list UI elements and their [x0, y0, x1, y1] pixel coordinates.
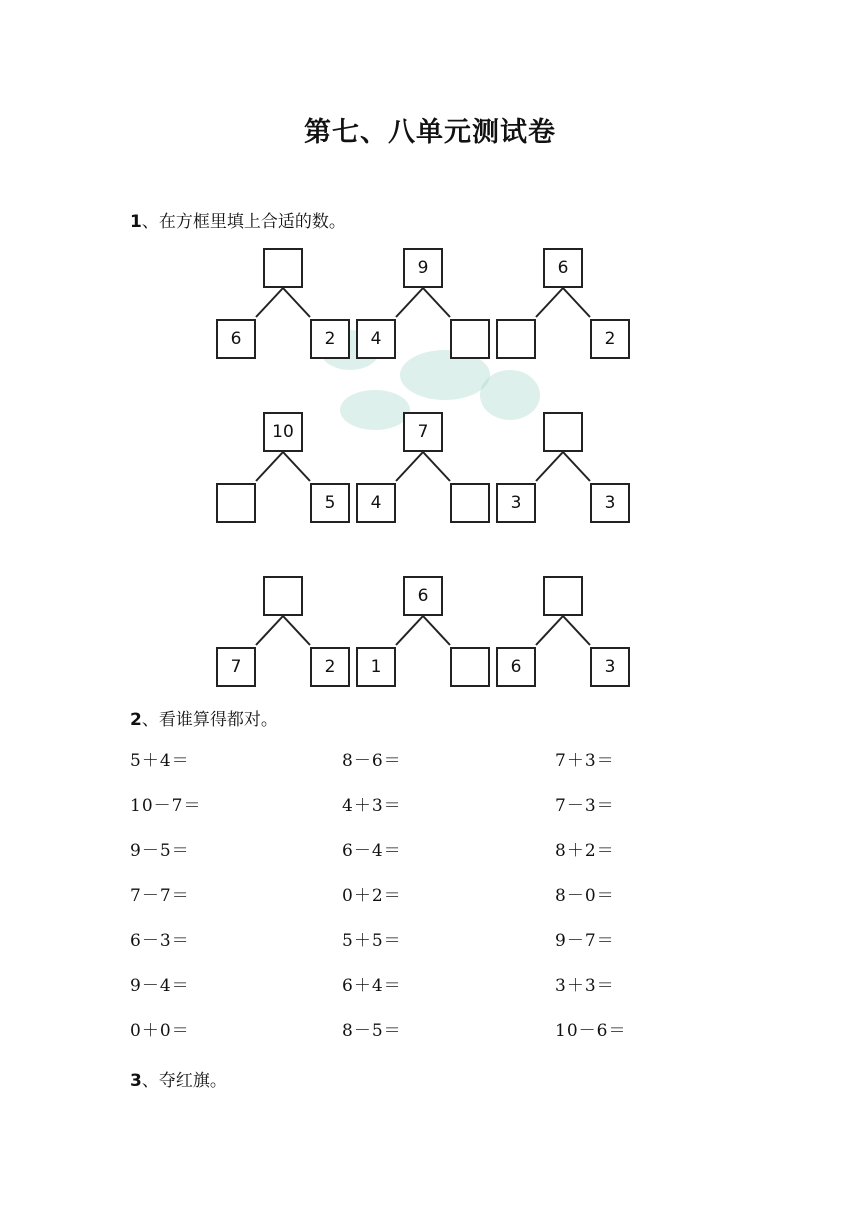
section-3-number: 3 [130, 1071, 142, 1091]
bond-left-line [536, 616, 563, 645]
section-1-number: 1 [130, 212, 142, 232]
bond-left-line [536, 288, 563, 317]
arithmetic-problem: 7－7＝ [130, 886, 190, 906]
bond-top-box[interactable]: 6 [543, 248, 583, 288]
bond-right-line [423, 288, 450, 317]
arithmetic-problem: 10－7＝ [130, 796, 202, 816]
arithmetic-problem: 8－5＝ [342, 1021, 402, 1041]
arithmetic-problem: 0＋2＝ [342, 886, 402, 906]
arithmetic-problem: 7－3＝ [555, 796, 615, 816]
section-2-heading [130, 705, 278, 730]
bond-right-line [283, 616, 310, 645]
bond-left-box[interactable]: 6 [216, 319, 256, 359]
arithmetic-problem: 4＋3＝ [342, 796, 402, 816]
arithmetic-problem: 9－5＝ [130, 841, 190, 861]
bond-left-line [256, 616, 283, 645]
bond-right-box[interactable] [450, 647, 490, 687]
bond-right-line [283, 452, 310, 481]
bond-left-box[interactable]: 4 [356, 483, 396, 523]
bond-left-line [396, 288, 423, 317]
bond-right-box[interactable]: 5 [310, 483, 350, 523]
bond-right-line [563, 288, 590, 317]
bond-right-line [283, 288, 310, 317]
arithmetic-problem: 3＋3＝ [555, 976, 615, 996]
bond-right-line [423, 616, 450, 645]
bond-left-box[interactable] [216, 483, 256, 523]
bond-left-box[interactable]: 1 [356, 647, 396, 687]
bond-left-line [396, 616, 423, 645]
section-2-text: 、看谁算得都对。 [141, 710, 278, 730]
section-3-heading [130, 1066, 227, 1091]
bond-left-line [256, 452, 283, 481]
bond-top-box[interactable] [263, 576, 303, 616]
bond-top-box[interactable] [543, 576, 583, 616]
bond-right-line [563, 616, 590, 645]
arithmetic-problem: 6－4＝ [342, 841, 402, 861]
bond-left-line [396, 452, 423, 481]
arithmetic-problem: 6＋4＝ [342, 976, 402, 996]
arithmetic-problem: 5＋5＝ [342, 931, 402, 951]
bond-left-box[interactable]: 7 [216, 647, 256, 687]
section-3-text: 、夺红旗。 [141, 1071, 227, 1091]
bond-right-box[interactable]: 2 [590, 319, 630, 359]
arithmetic-problem: 7＋3＝ [555, 751, 615, 771]
arithmetic-problem: 8＋2＝ [555, 841, 615, 861]
bond-right-box[interactable]: 2 [310, 647, 350, 687]
bond-right-line [423, 452, 450, 481]
bond-left-box[interactable]: 3 [496, 483, 536, 523]
section-2-number: 2 [130, 710, 142, 730]
bond-left-box[interactable] [496, 319, 536, 359]
arithmetic-problem: 10－6＝ [555, 1021, 627, 1041]
bond-top-box[interactable] [543, 412, 583, 452]
section-1-text: 、在方框里填上合适的数。 [141, 212, 346, 232]
bond-right-line [563, 452, 590, 481]
arithmetic-problem: 8－6＝ [342, 751, 402, 771]
bond-right-box[interactable]: 3 [590, 483, 630, 523]
bond-top-box[interactable]: 9 [403, 248, 443, 288]
bond-right-box[interactable] [450, 319, 490, 359]
bond-top-box[interactable]: 7 [403, 412, 443, 452]
arithmetic-problem: 9－4＝ [130, 976, 190, 996]
bond-top-box[interactable]: 10 [263, 412, 303, 452]
bond-left-line [256, 288, 283, 317]
arithmetic-problem: 5＋4＝ [130, 751, 190, 771]
page-title: 第七、八单元测试卷 [304, 117, 556, 148]
bond-top-box[interactable] [263, 248, 303, 288]
bond-right-box[interactable] [450, 483, 490, 523]
arithmetic-problem: 9－7＝ [555, 931, 615, 951]
arithmetic-problem: 8－0＝ [555, 886, 615, 906]
bond-top-box[interactable]: 6 [403, 576, 443, 616]
bond-right-box[interactable]: 3 [590, 647, 630, 687]
bond-left-box[interactable]: 4 [356, 319, 396, 359]
bond-left-line [536, 452, 563, 481]
bond-right-box[interactable]: 2 [310, 319, 350, 359]
bond-left-box[interactable]: 6 [496, 647, 536, 687]
arithmetic-problem: 0＋0＝ [130, 1021, 190, 1041]
arithmetic-problem: 6－3＝ [130, 931, 190, 951]
